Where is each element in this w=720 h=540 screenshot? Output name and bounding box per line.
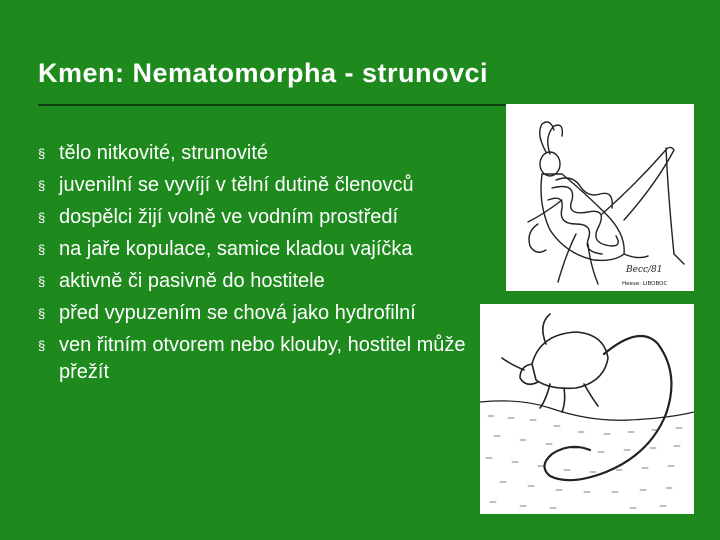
bullet-item xyxy=(38,300,508,327)
bullet-marker-icon: § xyxy=(38,210,46,225)
hairworm-emerging-illustration xyxy=(480,304,694,514)
bullet-text: na jaře kopulace, samice kladou vajíčka xyxy=(59,238,413,260)
bullet-item xyxy=(38,236,508,263)
bullet-marker-icon: § xyxy=(38,306,46,321)
cricket-drawing xyxy=(506,104,694,291)
bullet-marker-icon: § xyxy=(38,242,46,257)
bullet-text: ven řitním otvorem nebo klouby, hostitel může přežít xyxy=(59,334,466,383)
bullet-text: aktivně či pasivně do hostitele xyxy=(59,270,325,292)
bullet-item xyxy=(38,204,508,231)
cricket-illustration xyxy=(506,104,694,291)
image-credit: Heese: LIBOBOC xyxy=(622,281,668,287)
water-hatching xyxy=(486,416,682,508)
illustrator-signature: Becc/81 xyxy=(626,265,663,275)
bullet-list xyxy=(38,140,508,391)
slide-title: Kmen: Nematomorpha - strunovci xyxy=(38,58,489,88)
bullet-marker-icon: § xyxy=(38,338,46,353)
bullet-text: juvenilní se vyvíjí v tělní dutině členovců xyxy=(59,174,414,196)
bullet-marker-icon: § xyxy=(38,178,46,193)
bullet-item xyxy=(38,172,508,199)
bullet-marker-icon: § xyxy=(38,146,46,161)
bullet-text: tělo nitkovité, strunovité xyxy=(59,142,268,164)
bullet-text: dospělci žijí volně ve vodním prostředí xyxy=(59,206,399,228)
bullet-text: před vypuzením se chová jako hydrofilní xyxy=(59,302,416,324)
bullet-item xyxy=(38,332,508,386)
hairworm-drawing xyxy=(480,304,694,514)
bullet-item xyxy=(38,140,508,167)
bullet-marker-icon: § xyxy=(38,274,46,289)
bullet-item xyxy=(38,268,508,295)
